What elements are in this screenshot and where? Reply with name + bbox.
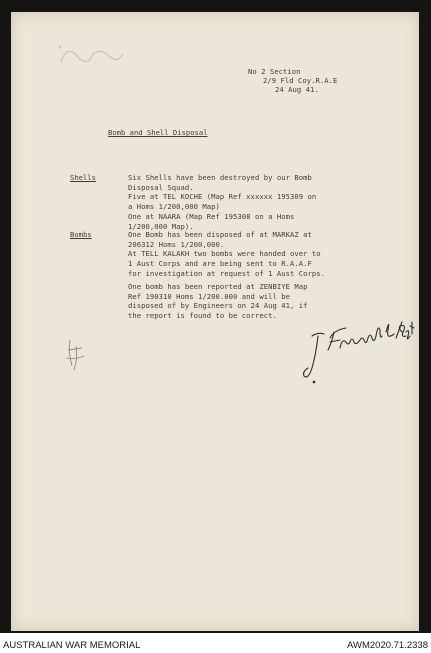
text-line: the report is found to be correct. [128, 311, 277, 321]
handwritten-signature [294, 302, 420, 388]
document-title: Bomb and Shell Disposal [108, 128, 208, 137]
text-line: 1/200,000 Map). [128, 221, 194, 231]
footer-bar [0, 633, 431, 653]
unit-line: 2/9 Fld Coy.R.A.E [263, 76, 338, 85]
text-line: a Homs 1/200,000 Map) [128, 202, 220, 212]
bombs-label: Bombs [70, 230, 92, 239]
text-line: Ref 190310 Homs 1/200.000 and will be [128, 291, 290, 301]
section-line: No 2 Section [248, 67, 301, 76]
text-line: disposed of by Engineers on 24 Aug 41, if [128, 301, 308, 311]
footer-accession-number: AWM2020.71.2338 [347, 640, 428, 651]
text-line: Five at TEL KOCHE (Map Ref xxxxxx 195309 on [128, 192, 317, 202]
pencil-mark [62, 336, 92, 376]
shells-label: Shells [70, 173, 96, 182]
faint-pencil-mark [57, 34, 127, 74]
text-line: for investigation at request of 1 Aust Corps. [128, 268, 325, 278]
text-line: Six Shells have been destroyed by our Bomb [128, 173, 312, 182]
text-line: Disposal Squad. [128, 182, 194, 192]
footer-institution: AUSTRALIAN WAR MEMORIAL [3, 640, 141, 651]
text-line: At TELL KALAKH two bombs were handed over to [128, 249, 321, 259]
date-line: 24 Aug 41. [275, 85, 319, 94]
text-line: One at NAARA (Map Ref 195308 on a Homs [128, 211, 295, 221]
text-line: 206312 Homs 1/200,000. [128, 239, 225, 249]
text-line: One bomb has been reported at ZENBIYE Map [128, 282, 308, 291]
text-line: One Bomb has been disposed of at MARKAZ at [128, 230, 312, 239]
text-line: 1 Aust Corps and are being sent to R.A.A.F [128, 259, 312, 269]
